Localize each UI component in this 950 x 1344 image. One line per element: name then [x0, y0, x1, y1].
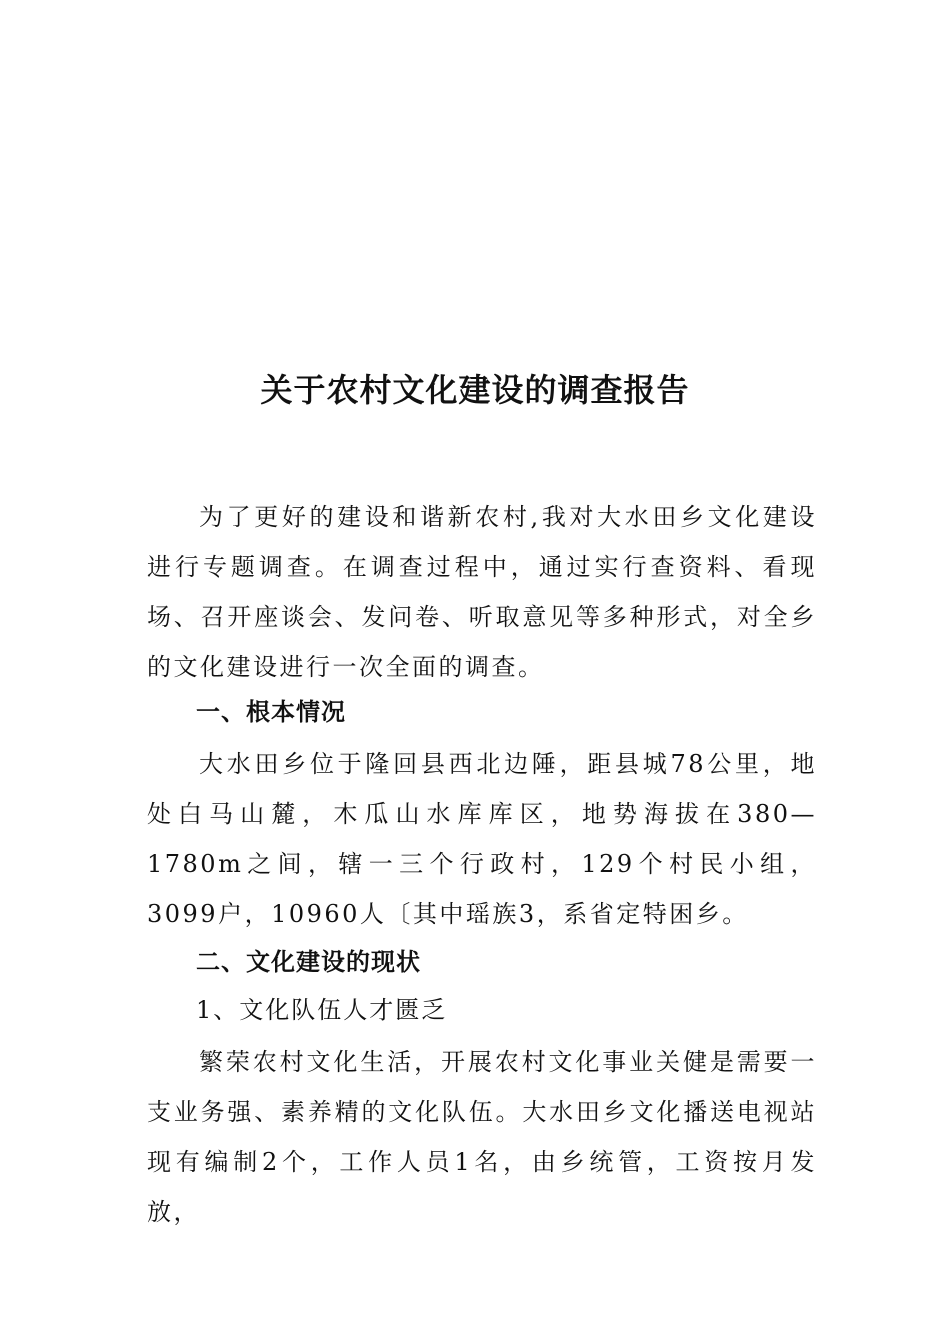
basic-situation-paragraph: 大水田乡位于隆回县西北边陲，距县城78公里，地处白马山麓，木瓜山水库库区，地势海拔在380—1780m之间，辖一三个行政村，129个村民小组，3099户，10960人〔其中瑶族3，系省定特困乡。 [147, 750, 817, 928]
document-title: 关于农村文化建设的调查报告 [260, 371, 690, 409]
section-heading-current-status: 二、文化建设的现状 [196, 948, 421, 976]
section-heading-basic-situation: 一、根本情况 [196, 698, 346, 726]
subheading-talent-shortage: 1、文化队伍人才匮乏 [196, 996, 448, 1024]
current-status-paragraph: 繁荣农村文化生活，开展农村文化事业关健是需要一支业务强、素养精的文化队伍。大水田乡文化播送电视站现有编制2个，工作人员1名，由乡统管，工资按月发放， [147, 1048, 817, 1226]
intro-paragraph: 为了更好的建设和谐新农村,我对大水田乡文化建设进行专题调查。在调查过程中，通过实行查资料、看现场、召开座谈会、发问卷、听取意见等多种形式，对全乡的文化建设进行一次全面的调查。 [147, 503, 817, 681]
